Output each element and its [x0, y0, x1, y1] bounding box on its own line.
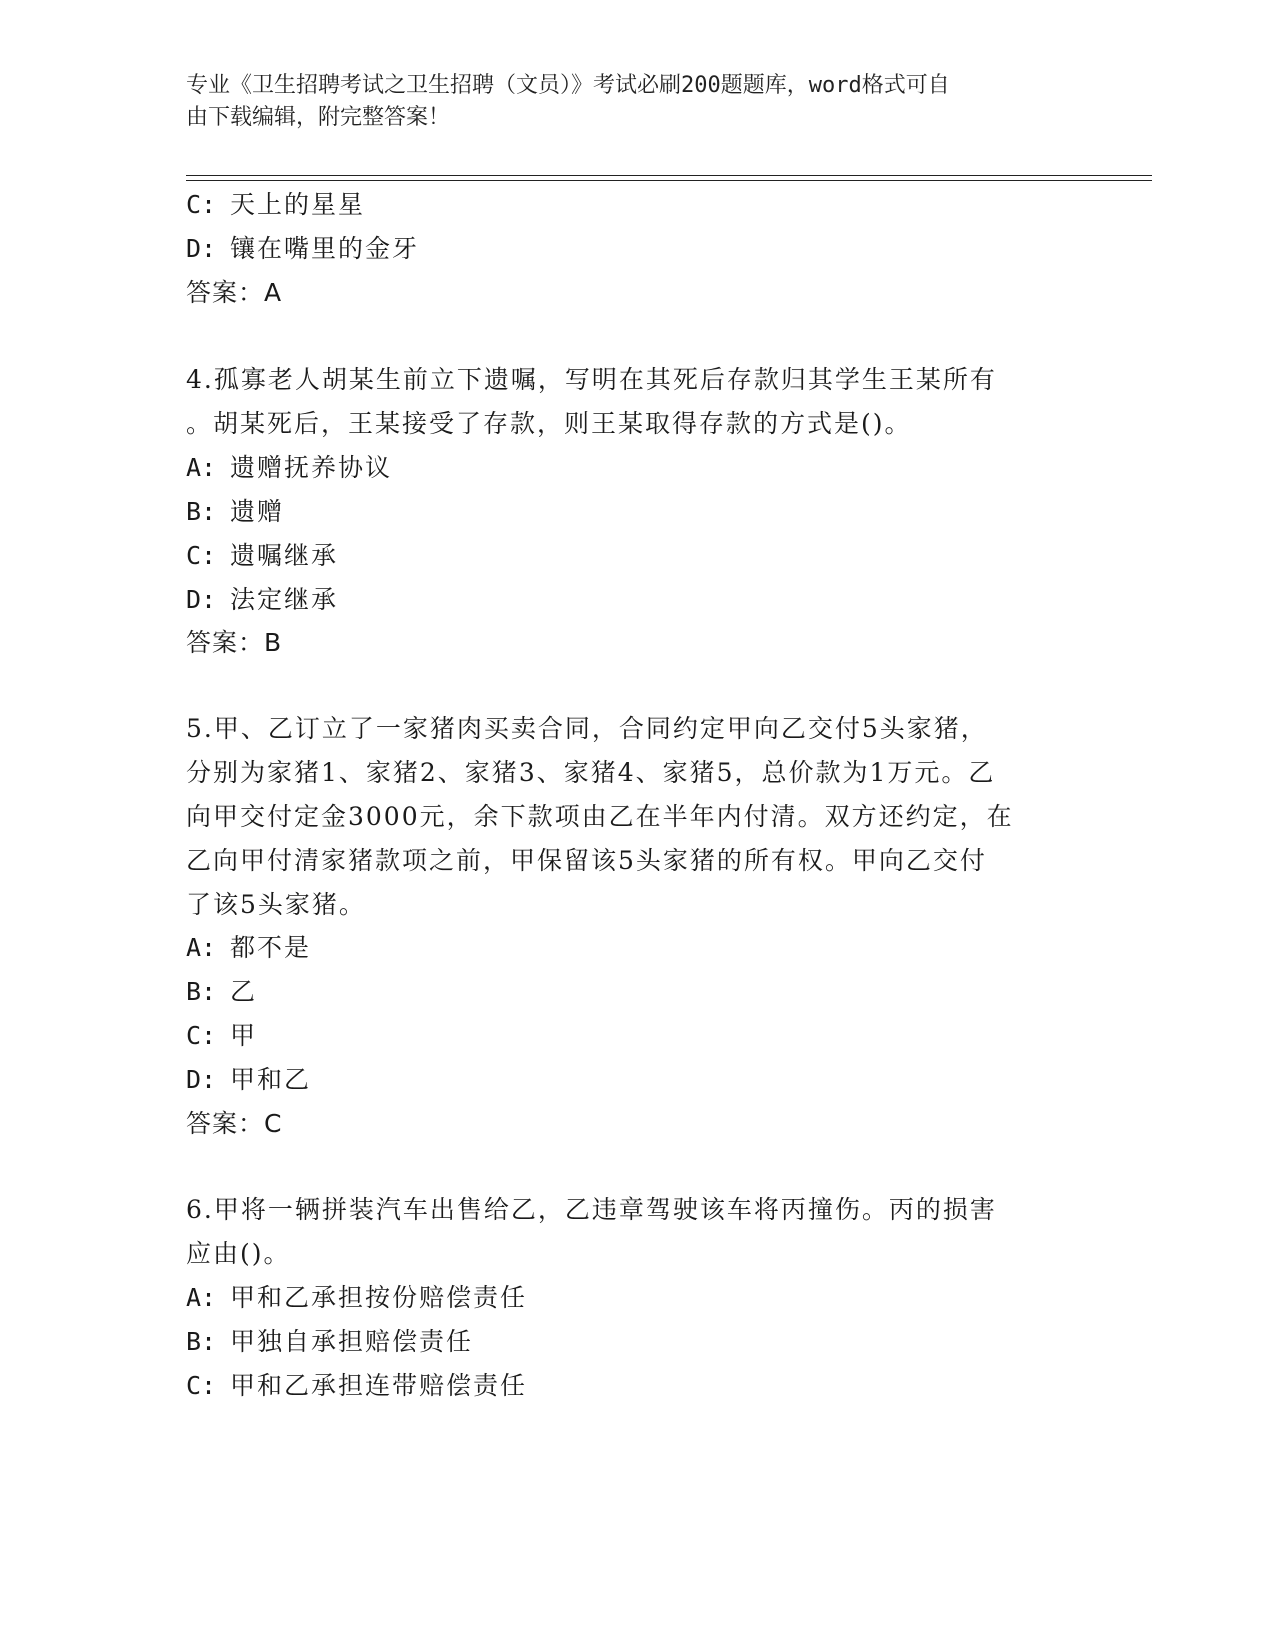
- header-line-1: 专业《卫生招聘考试之卫生招聘（文员）》考试必刷200题题库，word格式可自: [186, 73, 950, 98]
- q5-stem-line-2: 分别为家猪1、家猪2、家猪3、家猪4、家猪5，总价款为1万元。乙: [186, 758, 996, 787]
- q4-option-a: A: 遗赠抚养协议: [186, 453, 393, 482]
- header-divider-top: [186, 175, 1152, 176]
- q6-option-a: A: 甲和乙承担按份赔偿责任: [186, 1283, 528, 1312]
- q5-answer: 答案：C: [186, 1109, 283, 1138]
- q5-option-a: A: 都不是: [186, 933, 312, 962]
- q4-answer: 答案：B: [186, 628, 283, 657]
- q5-stem-line-5: 了该5头家猪。: [186, 890, 366, 919]
- q4-option-c: C: 遗嘱继承: [186, 541, 339, 570]
- header-line-2: 由下载编辑，附完整答案！: [186, 105, 451, 130]
- q6-stem-line-2: 应由()。: [186, 1239, 291, 1268]
- q5-stem-line-4: 乙向甲付清家猪款项之前，甲保留该5头家猪的所有权。甲向乙交付: [186, 846, 987, 875]
- q6-option-c: C: 甲和乙承担连带赔偿责任: [186, 1371, 528, 1400]
- q5-stem-line-3: 向甲交付定金3000元，余下款项由乙在半年内付清。双方还约定，在: [186, 802, 1014, 831]
- q4-option-d: D: 法定继承: [186, 585, 339, 614]
- q3-option-d: D: 镶在嘴里的金牙: [186, 234, 420, 263]
- q5-option-d: D: 甲和乙: [186, 1065, 312, 1094]
- q4-option-b: B: 遗赠: [186, 497, 285, 526]
- q5-stem-line-1: 5.甲、乙订立了一家猪肉买卖合同，合同约定甲向乙交付5头家猪，: [186, 714, 988, 743]
- q4-stem-line-2: 。胡某死后，王某接受了存款，则王某取得存款的方式是()。: [186, 409, 912, 438]
- document-header: [186, 70, 1066, 134]
- q5-option-b: B: 乙: [186, 977, 258, 1006]
- q6-option-b: B: 甲独自承担赔偿责任: [186, 1327, 474, 1356]
- header-divider-bottom: [186, 180, 1152, 181]
- q3-answer: 答案：A: [186, 278, 283, 307]
- q3-option-c: C: 天上的星星: [186, 190, 366, 219]
- q5-option-c: C: 甲: [186, 1021, 258, 1050]
- q4-stem-line-1: 4.孤寡老人胡某生前立下遗嘱，写明在其死后存款归其学生王某所有: [186, 365, 997, 394]
- q6-stem-line-1: 6.甲将一辆拼装汽车出售给乙，乙违章驾驶该车将丙撞伤。丙的损害: [186, 1195, 997, 1224]
